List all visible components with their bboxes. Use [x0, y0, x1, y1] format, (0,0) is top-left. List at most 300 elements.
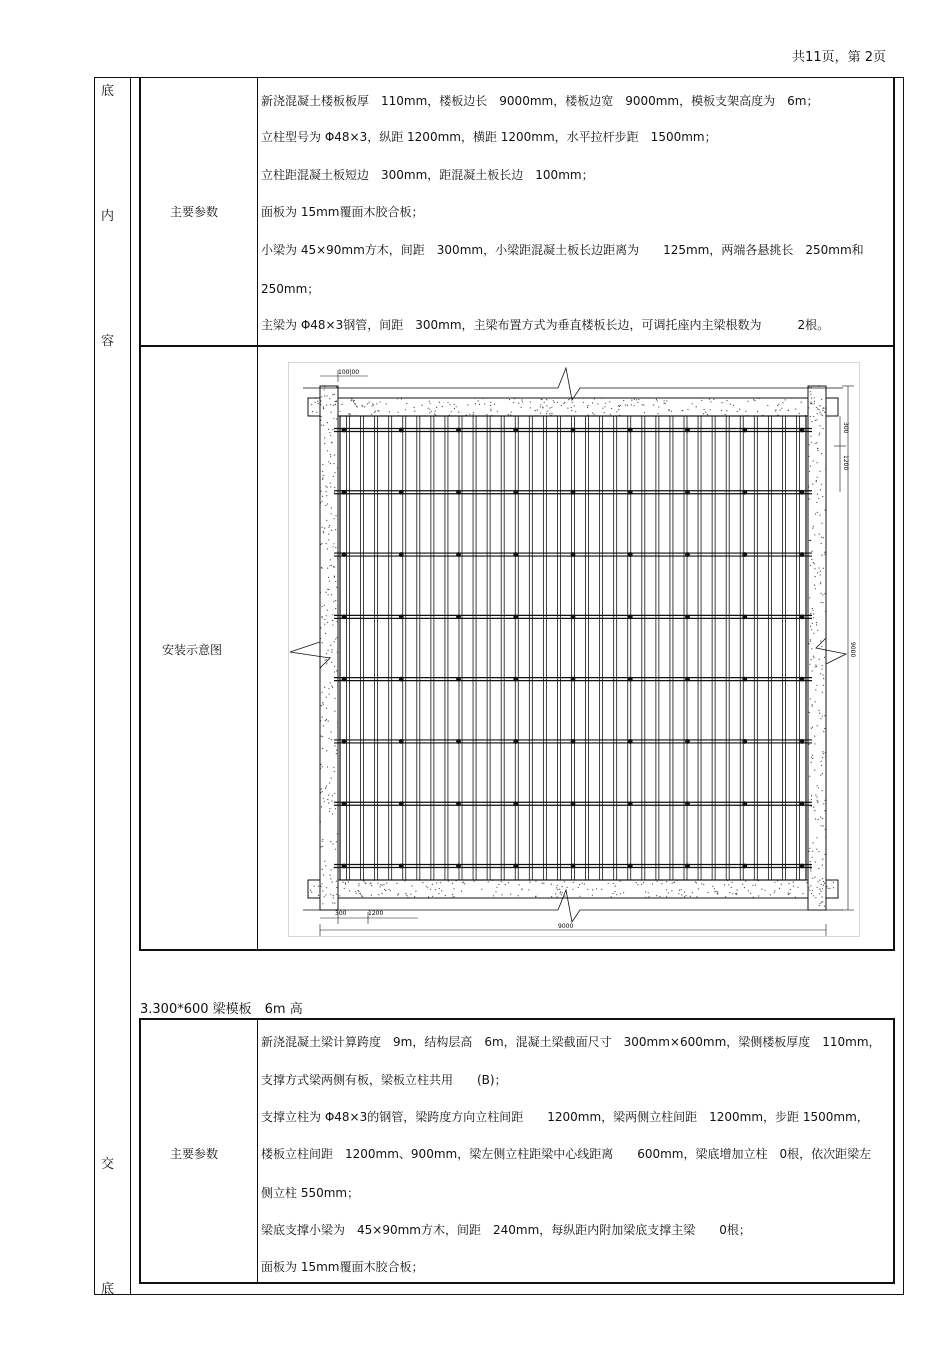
concrete-speckle [329, 875, 330, 876]
concrete-speckle [819, 905, 820, 906]
concrete-speckle [355, 404, 356, 405]
concrete-speckle [821, 668, 822, 669]
concrete-speckle [587, 407, 588, 408]
concrete-speckle [337, 558, 338, 559]
concrete-speckle [644, 412, 645, 413]
concrete-speckle [334, 771, 335, 772]
concrete-speckle [698, 888, 699, 889]
block3-bottom [139, 1282, 895, 1284]
concrete-speckle [810, 870, 811, 871]
concrete-speckle [335, 401, 336, 402]
concrete-speckle [812, 851, 813, 852]
concrete-speckle [374, 412, 375, 413]
post-node [399, 801, 404, 806]
concrete-speckle [321, 886, 322, 887]
block3-line-4: 楼板立柱间距 1200mm、900mm，梁左侧立柱距梁中心线距离 600mm，梁底增加立柱 0根，依次距梁左 [261, 1147, 872, 1161]
concrete-speckle [788, 892, 789, 893]
concrete-speckle [820, 574, 821, 575]
concrete-speckle [401, 398, 402, 399]
concrete-speckle [432, 896, 433, 897]
post-node [399, 739, 404, 744]
concrete-speckle [657, 400, 658, 401]
concrete-speckle [337, 876, 338, 877]
concrete-speckle [331, 442, 332, 443]
concrete-speckle [731, 887, 732, 888]
concrete-speckle [332, 429, 333, 430]
concrete-speckle [815, 666, 816, 667]
concrete-speckle [328, 795, 329, 796]
concrete-speckle [696, 882, 697, 883]
concrete-speckle [815, 576, 816, 577]
post-node [456, 614, 461, 619]
concrete-speckle [327, 450, 328, 451]
concrete-speckle [310, 890, 311, 891]
concrete-speckle [380, 401, 381, 402]
concrete-speckle [815, 818, 816, 819]
post-node [742, 490, 747, 495]
concrete-speckle [808, 851, 809, 852]
concrete-speckle [449, 404, 450, 405]
concrete-speckle [389, 411, 390, 412]
concrete-speckle [479, 404, 480, 405]
concrete-speckle [778, 404, 779, 405]
concrete-speckle [714, 891, 715, 892]
concrete-speckle [815, 664, 816, 665]
concrete-speckle [811, 629, 812, 630]
concrete-speckle [704, 409, 705, 410]
concrete-speckle [808, 614, 809, 615]
concrete-speckle [816, 442, 817, 443]
concrete-speckle [318, 886, 319, 887]
concrete-speckle [793, 886, 794, 887]
concrete-speckle [587, 405, 588, 406]
concrete-speckle [816, 837, 817, 838]
block2-label: 安装示意图 [162, 643, 223, 657]
post-node [742, 552, 747, 557]
concrete-speckle [324, 619, 325, 620]
concrete-speckle [823, 753, 824, 754]
concrete-speckle [601, 889, 602, 890]
post-node [513, 428, 518, 433]
concrete-speckle [819, 534, 820, 535]
concrete-speckle [440, 882, 441, 883]
concrete-speckle [810, 626, 811, 627]
concrete-speckle [331, 662, 332, 663]
concrete-speckle [435, 410, 436, 411]
concrete-speckle [315, 398, 316, 399]
concrete-speckle [324, 386, 325, 387]
concrete-speckle [809, 471, 810, 472]
concrete-speckle [571, 410, 572, 411]
concrete-speckle [547, 411, 548, 412]
concrete-speckle [336, 841, 337, 842]
concrete-speckle [513, 402, 514, 403]
block3-mid [257, 1018, 258, 1284]
concrete-speckle [793, 882, 794, 883]
concrete-speckle [818, 434, 819, 435]
concrete-speckle [326, 491, 327, 492]
concrete-speckle [331, 649, 332, 650]
concrete-speckle [330, 486, 331, 487]
concrete-speckle [564, 896, 565, 897]
concrete-speckle [337, 722, 338, 723]
concrete-speckle [825, 800, 826, 801]
concrete-speckle [337, 727, 338, 728]
concrete-speckle [334, 793, 335, 794]
concrete-speckle [474, 881, 475, 882]
concrete-speckle [824, 412, 825, 413]
concrete-speckle [822, 818, 823, 819]
concrete-speckle [333, 546, 334, 547]
concrete-speckle [332, 843, 333, 844]
concrete-speckle [336, 670, 337, 671]
concrete-speckle [823, 881, 824, 882]
post-node [399, 677, 404, 682]
concrete-speckle [317, 401, 318, 402]
concrete-speckle [382, 885, 383, 886]
concrete-speckle [326, 786, 327, 787]
concrete-speckle [474, 398, 475, 399]
concrete-speckle [813, 842, 814, 843]
concrete-speckle [822, 859, 823, 860]
concrete-speckle [564, 881, 565, 882]
post-node [513, 490, 518, 495]
concrete-speckle [813, 562, 814, 563]
concrete-speckle [436, 882, 437, 883]
concrete-speckle [817, 630, 818, 631]
concrete-speckle [821, 646, 822, 647]
concrete-speckle [816, 622, 817, 623]
frame-divider [130, 77, 131, 1295]
concrete-speckle [820, 582, 821, 583]
concrete-speckle [728, 884, 729, 885]
dim-label-7: 9000 [849, 642, 856, 658]
concrete-speckle [345, 883, 346, 884]
concrete-speckle [378, 398, 379, 399]
concrete-speckle [678, 893, 679, 894]
concrete-speckle [744, 887, 745, 888]
concrete-speckle [335, 600, 336, 601]
concrete-speckle [814, 568, 815, 569]
concrete-speckle [811, 397, 812, 398]
concrete-speckle [822, 757, 823, 758]
concrete-speckle [464, 883, 465, 884]
concrete-speckle [327, 487, 328, 488]
block1-bottom [139, 949, 895, 951]
post-node [342, 677, 347, 682]
concrete-speckle [385, 890, 386, 891]
concrete-speckle [438, 893, 439, 894]
concrete-speckle [469, 414, 470, 415]
concrete-speckle [782, 402, 783, 403]
concrete-speckle [817, 785, 818, 786]
post-node [742, 801, 747, 806]
concrete-speckle [321, 806, 322, 807]
concrete-speckle [820, 593, 821, 594]
concrete-speckle [616, 411, 617, 412]
concrete-speckle [709, 399, 710, 400]
concrete-speckle [685, 895, 686, 896]
concrete-speckle [613, 883, 614, 884]
concrete-speckle [664, 403, 665, 404]
concrete-speckle [562, 886, 563, 887]
concrete-speckle [813, 617, 814, 618]
concrete-speckle [572, 402, 573, 403]
block3-line-1: 新浇混凝土梁计算跨度 9m，结构层高 6m，混凝土梁截面尺寸 300mm×600mm，梁侧楼板厚度 110mm， [261, 1035, 881, 1049]
concrete-speckle [371, 885, 372, 886]
block3-line-6: 梁底支撑小梁为 45×90mm方木，间距 240mm，每纵距内附加梁底支撑主梁 0根； [261, 1223, 751, 1237]
concrete-speckle [809, 444, 810, 445]
concrete-speckle [627, 405, 628, 406]
concrete-speckle [386, 882, 387, 883]
concrete-speckle [430, 403, 431, 404]
concrete-speckle [666, 896, 667, 897]
concrete-speckle [569, 398, 570, 399]
concrete-speckle [429, 412, 430, 413]
concrete-speckle [625, 405, 626, 406]
concrete-speckle [583, 402, 584, 403]
concrete-speckle [324, 395, 325, 396]
concrete-speckle [318, 403, 319, 404]
frame-top [94, 77, 904, 78]
concrete-speckle [812, 704, 813, 705]
concrete-speckle [518, 895, 519, 896]
concrete-speckle [510, 894, 511, 895]
concrete-speckle [810, 613, 811, 614]
concrete-speckle [673, 882, 674, 883]
concrete-speckle [335, 808, 336, 809]
concrete-speckle [329, 581, 330, 582]
concrete-speckle [422, 882, 423, 883]
concrete-speckle [439, 402, 440, 403]
concrete-speckle [789, 883, 790, 884]
concrete-speckle [817, 725, 818, 726]
concrete-speckle [327, 548, 328, 549]
concrete-speckle [323, 874, 324, 875]
concrete-speckle [819, 567, 820, 568]
concrete-speckle [320, 491, 321, 492]
concrete-speckle [406, 895, 407, 896]
concrete-speckle [722, 402, 723, 403]
concrete-speckle [823, 885, 824, 886]
concrete-speckle [330, 878, 331, 879]
concrete-speckle [456, 406, 457, 407]
concrete-speckle [731, 882, 732, 883]
concrete-speckle [707, 892, 708, 893]
concrete-speckle [327, 503, 328, 504]
concrete-speckle [821, 399, 822, 400]
concrete-speckle [817, 512, 818, 513]
concrete-speckle [823, 428, 824, 429]
break-line-top [303, 368, 843, 400]
concrete-speckle [788, 894, 789, 895]
concrete-speckle [816, 480, 817, 481]
side-label-4: 交 [101, 1157, 115, 1172]
concrete-speckle [681, 894, 682, 895]
concrete-speckle [332, 624, 333, 625]
post-node [628, 801, 633, 806]
post-node [342, 801, 347, 806]
concrete-speckle [812, 623, 813, 624]
concrete-speckle [822, 415, 823, 416]
concrete-speckle [730, 404, 731, 405]
post-node [456, 490, 461, 495]
concrete-speckle [817, 802, 818, 803]
concrete-speckle [713, 399, 714, 400]
concrete-speckle [789, 893, 790, 894]
concrete-speckle [824, 554, 825, 555]
concrete-speckle [775, 409, 776, 410]
concrete-speckle [582, 883, 583, 884]
concrete-speckle [442, 406, 443, 407]
post-node [513, 739, 518, 744]
post-node [342, 614, 347, 619]
concrete-speckle [323, 798, 324, 799]
concrete-speckle [809, 597, 810, 598]
concrete-speckle [356, 893, 357, 894]
post-node [342, 490, 347, 495]
concrete-speckle [337, 652, 338, 653]
concrete-speckle [334, 711, 335, 712]
concrete-speckle [363, 881, 364, 882]
concrete-speckle [322, 839, 323, 840]
concrete-speckle [808, 540, 809, 541]
concrete-speckle [329, 525, 330, 526]
concrete-speckle [372, 403, 373, 404]
concrete-speckle [557, 402, 558, 403]
concrete-speckle [410, 894, 411, 895]
concrete-speckle [814, 743, 815, 744]
concrete-speckle [824, 386, 825, 387]
concrete-speckle [735, 893, 736, 894]
concrete-speckle [481, 889, 482, 890]
side-label-2: 内 [101, 209, 115, 224]
post-node [456, 428, 461, 433]
concrete-speckle [322, 479, 323, 480]
concrete-speckle [348, 881, 349, 882]
concrete-speckle [377, 410, 378, 411]
block1-right [893, 77, 895, 951]
concrete-speckle [822, 408, 823, 409]
concrete-speckle [764, 890, 765, 891]
concrete-speckle [542, 883, 543, 884]
concrete-speckle [490, 402, 491, 403]
concrete-speckle [322, 617, 323, 618]
concrete-speckle [333, 897, 334, 898]
concrete-speckle [540, 404, 541, 405]
concrete-speckle [637, 884, 638, 885]
concrete-speckle [330, 682, 331, 683]
concrete-speckle [355, 891, 356, 892]
concrete-speckle [831, 880, 832, 881]
concrete-speckle [809, 664, 810, 665]
concrete-speckle [666, 400, 667, 401]
concrete-speckle [814, 585, 815, 586]
concrete-speckle [729, 892, 730, 893]
concrete-speckle [321, 416, 322, 417]
concrete-speckle [325, 865, 326, 866]
concrete-speckle [335, 698, 336, 699]
concrete-speckle [561, 897, 562, 898]
concrete-speckle [810, 868, 811, 869]
concrete-speckle [358, 891, 359, 892]
block1-line-2: 立柱型号为 Φ48×3，纵距 1200mm，横距 1200mm，水平拉杆步距 1500mm； [261, 130, 717, 144]
concrete-speckle [815, 897, 816, 898]
concrete-speckle [330, 645, 331, 646]
concrete-speckle [810, 641, 811, 642]
block3-left [139, 1018, 141, 1284]
concrete-speckle [819, 405, 820, 406]
concrete-speckle [815, 420, 816, 421]
concrete-speckle [502, 894, 503, 895]
concrete-speckle [334, 903, 335, 904]
concrete-speckle [508, 882, 509, 883]
concrete-speckle [631, 404, 632, 405]
concrete-speckle [323, 531, 324, 532]
concrete-speckle [684, 892, 685, 893]
concrete-speckle [451, 411, 452, 412]
concrete-speckle [332, 614, 333, 615]
concrete-speckle [808, 486, 809, 487]
concrete-speckle [703, 413, 704, 414]
concrete-speckle [322, 496, 323, 497]
concrete-speckle [668, 892, 669, 893]
slab-area [340, 416, 806, 880]
concrete-speckle [535, 896, 536, 897]
concrete-speckle [427, 887, 428, 888]
concrete-speckle [326, 719, 327, 720]
concrete-speckle [458, 412, 459, 413]
concrete-speckle [767, 405, 768, 406]
concrete-speckle [645, 891, 646, 892]
concrete-speckle [328, 688, 329, 689]
concrete-speckle [375, 411, 376, 412]
concrete-speckle [748, 890, 749, 891]
concrete-speckle [823, 568, 824, 569]
concrete-speckle [696, 406, 697, 407]
concrete-speckle [643, 882, 644, 883]
concrete-speckle [653, 404, 654, 405]
concrete-speckle [354, 400, 355, 401]
concrete-speckle [561, 405, 562, 406]
concrete-speckle [430, 889, 431, 890]
concrete-speckle [815, 588, 816, 589]
concrete-speckle [634, 399, 635, 400]
concrete-speckle [326, 615, 327, 616]
concrete-speckle [553, 400, 554, 401]
concrete-speckle [821, 484, 822, 485]
concrete-speckle [334, 455, 335, 456]
concrete-speckle [826, 880, 827, 881]
concrete-speckle [329, 811, 330, 812]
post-node [800, 801, 805, 806]
dim-label-2: 300 [335, 910, 347, 917]
concrete-speckle [642, 404, 643, 405]
concrete-speckle [739, 409, 740, 410]
concrete-speckle [337, 401, 338, 402]
concrete-speckle [330, 841, 331, 842]
concrete-speckle [808, 799, 809, 800]
concrete-speckle [712, 886, 713, 887]
concrete-speckle [333, 767, 334, 768]
concrete-speckle [833, 887, 834, 888]
concrete-speckle [815, 794, 816, 795]
concrete-speckle [592, 402, 593, 403]
concrete-speckle [810, 885, 811, 886]
concrete-speckle [809, 848, 810, 849]
concrete-speckle [343, 882, 344, 883]
concrete-speckle [824, 657, 825, 658]
